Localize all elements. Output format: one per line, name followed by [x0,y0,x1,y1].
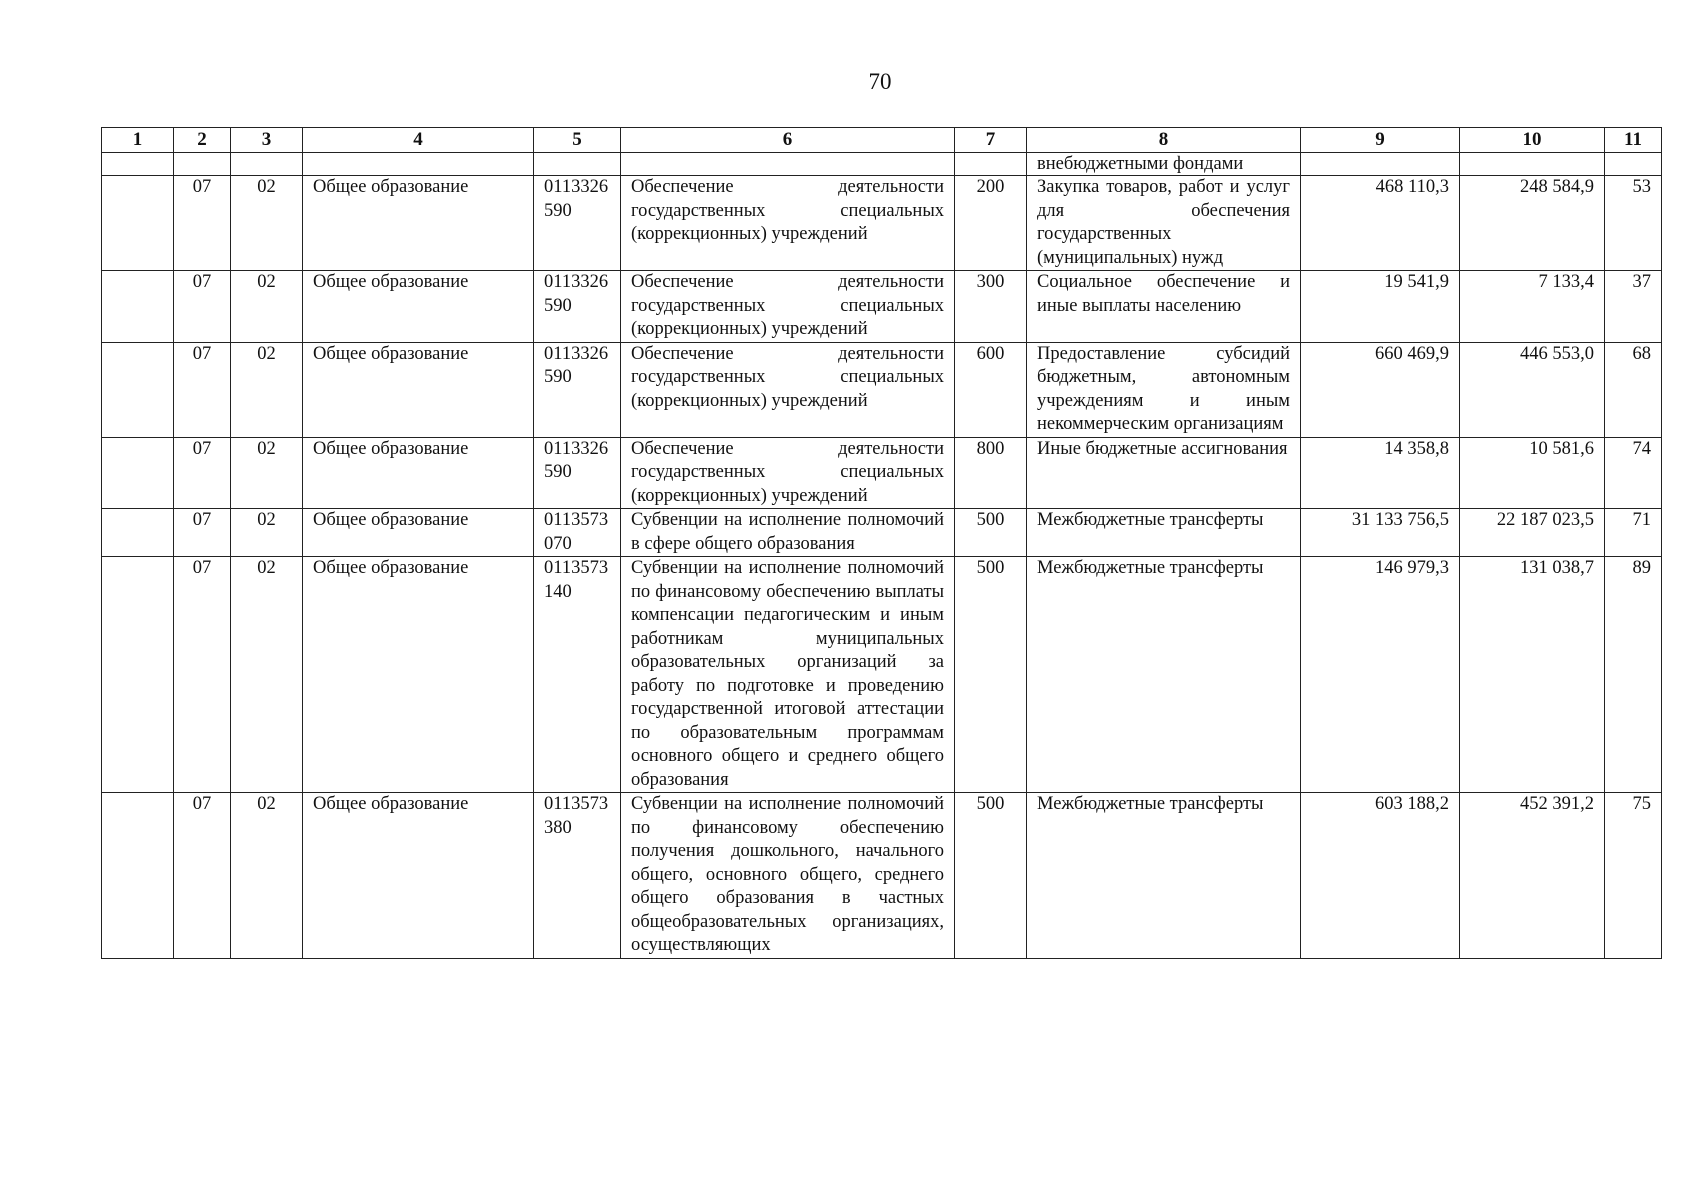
row-col1-cell [102,176,174,271]
table-row [102,509,1662,557]
target-article-name-cell: Субвенции на исполнение полномочий по финансовому обеспечению выплаты компенсации педагогическим и иным работникам муниципальных образовательных организаций за работу по подготовке и проведению государственной итоговой аттестации по образовательным программам основного общего и среднего общего образования [621,557,955,793]
subsection-name-cell: Общее образование [303,271,534,343]
actual-amount-cell: 7 133,4 [1460,271,1605,343]
target-article-cell: 0113326590 [534,271,621,343]
expense-type-code-cell: 500 [955,557,1027,793]
table-cell [102,153,174,176]
planned-amount-cell: 19 541,9 [1301,271,1460,343]
table-cell [174,153,231,176]
column-number-row [102,128,1662,153]
expense-type-cell: Межбюджетные трансферты [1027,509,1301,557]
table-cell [303,153,534,176]
budget-table [101,127,1662,959]
target-article-name-cell: Обеспечение деятельности государственных специальных (коррекционных) учреждений [621,342,955,437]
subsection-code-cell: 02 [231,509,303,557]
subsection-name-cell: Общее образование [303,176,534,271]
expense-type-code-cell: 800 [955,437,1027,509]
table-cell [955,153,1027,176]
expense-type-code-cell: 300 [955,271,1027,343]
planned-amount-cell: 660 469,9 [1301,342,1460,437]
actual-amount-cell: 10 581,6 [1460,437,1605,509]
column-header: 11 [1605,128,1662,153]
page-number: 70 [868,69,892,94]
percent-cell: 89 [1605,557,1662,793]
row-col1-cell [102,342,174,437]
section-code-cell: 07 [174,509,231,557]
section-code-cell: 07 [174,437,231,509]
column-header: 2 [174,128,231,153]
section-code-cell: 07 [174,557,231,793]
column-header: 4 [303,128,534,153]
table-cell [1301,153,1460,176]
subsection-code-cell: 02 [231,557,303,793]
subsection-code-cell: 02 [231,271,303,343]
target-article-cell: 0113573070 [534,509,621,557]
column-header: 3 [231,128,303,153]
percent-cell: 68 [1605,342,1662,437]
planned-amount-cell: 603 188,2 [1301,793,1460,959]
column-header: 1 [102,128,174,153]
row-col1-cell [102,271,174,343]
row-col1-cell [102,557,174,793]
target-article-name-cell: Субвенции на исполнение полномочий по финансовому обеспечению получения дошкольного, начального общего, основного общего, среднего общего образования в частных общеобразовательных организациях, осуществляющих [621,793,955,959]
expense-type-cell: Социальное обеспечение и иные выплаты населению [1027,271,1301,343]
section-code-cell: 07 [174,342,231,437]
section-code-cell: 07 [174,176,231,271]
target-article-name-cell: Обеспечение деятельности государственных специальных (коррекционных) учреждений [621,271,955,343]
subsection-code-cell: 02 [231,437,303,509]
table-cell [231,153,303,176]
table-cell [534,153,621,176]
target-article-name-cell: Субвенции на исполнение полномочий в сфере общего образования [621,509,955,557]
expense-type-code-cell: 500 [955,793,1027,959]
expense-type-cell: Закупка товаров, работ и услуг для обеспечения государственных (муниципальных) нужд [1027,176,1301,271]
subsection-code-cell: 02 [231,176,303,271]
table-cell [1460,153,1605,176]
planned-amount-cell: 146 979,3 [1301,557,1460,793]
row-col1-cell [102,437,174,509]
planned-amount-cell: 31 133 756,5 [1301,509,1460,557]
subsection-name-cell: Общее образование [303,437,534,509]
expense-type-cell: Иные бюджетные ассигнования [1027,437,1301,509]
column-header: 5 [534,128,621,153]
target-article-cell: 0113573380 [534,793,621,959]
row-col1-cell [102,509,174,557]
expense-type-code-cell: 600 [955,342,1027,437]
subsection-name-cell: Общее образование [303,793,534,959]
column-header: 6 [621,128,955,153]
planned-amount-cell: 468 110,3 [1301,176,1460,271]
expense-type-code-cell: 500 [955,509,1027,557]
subsection-code-cell: 02 [231,342,303,437]
table-row [102,342,1662,437]
table-row [102,793,1662,959]
section-code-cell: 07 [174,271,231,343]
row-col1-cell [102,793,174,959]
subsection-name-cell: Общее образование [303,509,534,557]
actual-amount-cell: 131 038,7 [1460,557,1605,793]
target-article-name-cell: Обеспечение деятельности государственных специальных (коррекционных) учреждений [621,437,955,509]
expense-type-cell: Межбюджетные трансферты [1027,557,1301,793]
target-article-cell: 0113326590 [534,342,621,437]
subsection-name-cell: Общее образование [303,557,534,793]
section-code-cell: 07 [174,793,231,959]
column-header: 8 [1027,128,1301,153]
table-row [102,437,1662,509]
subsection-name-cell: Общее образование [303,342,534,437]
actual-amount-cell: 22 187 023,5 [1460,509,1605,557]
expense-type-cell: Предоставление субсидий бюджетным, автономным учреждениям и иным некоммерческим организациям [1027,342,1301,437]
percent-cell: 71 [1605,509,1662,557]
actual-amount-cell: 452 391,2 [1460,793,1605,959]
column-header: 10 [1460,128,1605,153]
table-row [102,271,1662,343]
expense-type-cell: Межбюджетные трансферты [1027,793,1301,959]
target-article-cell: 0113326590 [534,176,621,271]
actual-amount-cell: 446 553,0 [1460,342,1605,437]
target-article-name-cell: Обеспечение деятельности государственных специальных (коррекционных) учреждений [621,176,955,271]
percent-cell: 53 [1605,176,1662,271]
actual-amount-cell: 248 584,9 [1460,176,1605,271]
percent-cell: 75 [1605,793,1662,959]
continuation-row [102,153,1662,176]
column-header: 7 [955,128,1027,153]
target-article-cell: 0113326590 [534,437,621,509]
target-article-cell: 0113573140 [534,557,621,793]
planned-amount-cell: 14 358,8 [1301,437,1460,509]
percent-cell: 74 [1605,437,1662,509]
subsection-code-cell: 02 [231,793,303,959]
percent-cell: 37 [1605,271,1662,343]
table-cell [621,153,955,176]
expense-type-code-cell: 200 [955,176,1027,271]
column-header: 9 [1301,128,1460,153]
expense-type-cell: внебюджетными фондами [1027,153,1301,176]
table-row [102,557,1662,793]
table-row [102,176,1662,271]
table-cell [1605,153,1662,176]
